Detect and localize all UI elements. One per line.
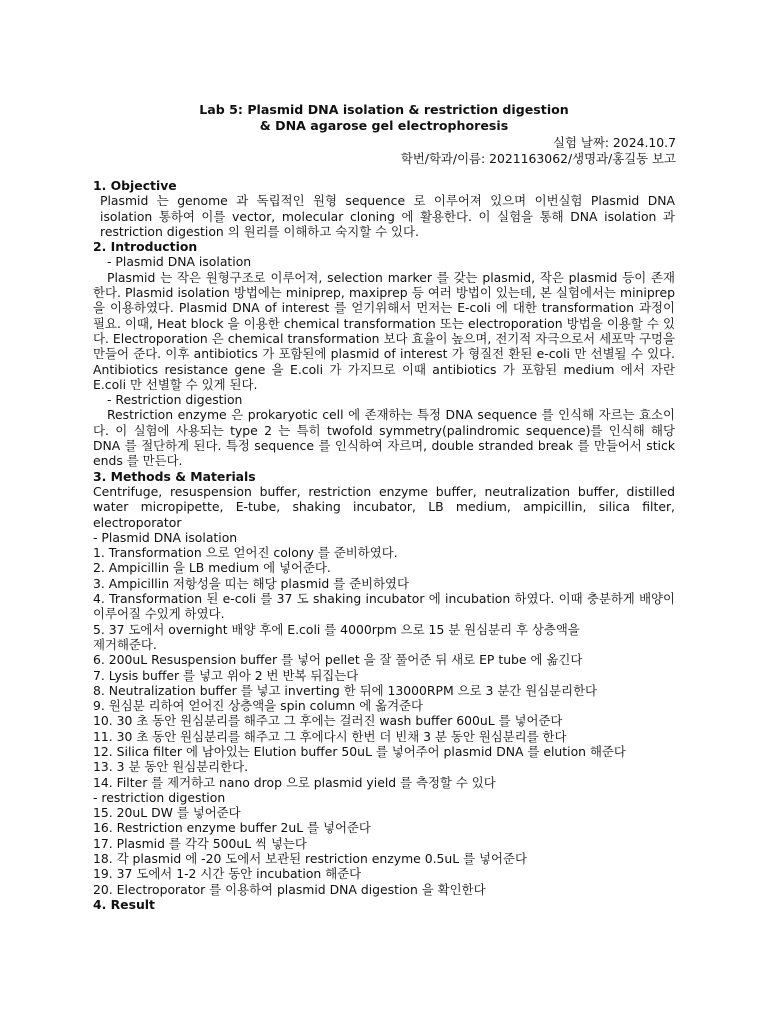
method-step: 18. 각 plasmid 에 -20 도에서 보관된 restriction enzyme 0.5uL 를 넣어준다	[93, 851, 527, 867]
method-step: 20. Electroporator 를 이용하여 plasmid DNA digestion 을 확인한다	[93, 881, 486, 897]
method-step: 19. 37 도에서 1-2 시간 동안 incubation 해준다	[93, 866, 362, 882]
method-step: 7. Lysis buffer 를 넣고 위아 2 번 반복 뒤집는다	[93, 667, 359, 683]
result-heading: 4. Result	[93, 896, 155, 912]
restriction-digestion-text: Restriction enzyme 은 prokaryotic cell 에 존재하는 특정 DNA sequence 를 인식해 자르는 효소이다. 이 실험에 사용되는 type 2 는 특히 twofold symmetry(palindromic sequence)를 인식해 해당 DNA 를 절단하게 된다. 특정 sequence 를 인식하여 자르며, double stranded break 를 만들어서 stick ends 를 만든다.	[93, 407, 675, 469]
method-step: 15. 20uL DW 를 넣어준다	[93, 805, 241, 821]
report-body	[93, 178, 675, 912]
method-step: 17. Plasmid 를 각각 500uL 씩 넣는다	[93, 835, 307, 851]
restriction-digestion-subheading: - Restriction digestion	[107, 392, 243, 408]
method-step: 제거해준다.	[93, 636, 157, 652]
method-step: 5. 37 도에서 overnight 배양 후에 E.coli 를 4000rpm 으로 15 분 원심분리 후 상층액을	[93, 621, 580, 637]
method-step: 4. Transformation 된 e-coli 를 37 도 shaking incubator 에 incubation 하였다. 이때 충분하게 배양이 이루어질 수있게 하였다.	[93, 591, 675, 622]
objective-text: Plasmid 는 genome 과 독립적인 원형 sequence 로 이루어져 있으며 이번실험 Plasmid DNA isolation 통하여 이를 vector, molecular cloning 에 활용한다. 이 실험을 통해 DNA isolation 과 restriction digestion 의 원리를 이해하고 숙지할 수 있다.	[100, 193, 675, 239]
method-step: 13. 3 분 동안 원심분리한다.	[93, 759, 249, 775]
method-step: 12. Silica filter 에 남아있는 Elution buffer 50uL 를 넣어주어 plasmid DNA 를 elution 해준다	[93, 743, 626, 759]
method-step: 16. Restriction enzyme buffer 2uL 를 넣어준다	[93, 820, 371, 836]
method-step: 3. Ampicillin 저항성을 띠는 해당 plasmid 를 준비하였다	[93, 575, 409, 591]
plasmid-isolation-text: Plasmid 는 작은 원형구조로 이루어져, selection marker 를 갖는 plasmid, 작은 plasmid 등이 존재한다. Plasmid isolation 방법에는 miniprep, maxiprep 등 여러 방법이 있는데, 본 실험에서는 miniprep 을 이용하였다. Plasmid DNA of interest 를 얻기위해서 먼저는 E-coli 에 대한 transformation 과정이 필요. 이때, Heat block 을 이용한 chemical transformation 또는 electroporation 방법을 이용할 수 있다. Electroporation 은 chemical transformation 보다 효율이 높으며, 전기적 자극으로서 세포막 구멍을 만들어 준다. 이후 antibiotics 가 포함된에 plasmid of interest 가 형질전 환된 e-coli 만 선별될 수 있다. Antibiotics resistance gene 을 E.coli 가 가지므로 이때 antibiotics 가 포함된 medium 에서 자란 E.coli 만 선별할 수 있게 된다.	[93, 269, 675, 392]
method-step: 14. Filter 를 제거하고 nano drop 으로 plasmid yield 를 측정할 수 있다	[93, 774, 496, 790]
method-step: 11. 30 초 동안 원심분리를 해주고 그 후에다시 한번 더 빈채 3 분 동안 원심분리를 한다	[93, 728, 567, 744]
method-step: 6. 200uL Resuspension buffer 를 넣어 pellet 을 잘 풀어준 뒤 새로 EP tube 에 옮긴다	[93, 652, 583, 668]
author-line: 학번/학과/이름: 2021163062/생명과/홍길동 보고	[400, 151, 676, 166]
objective-heading: 1. Objective	[93, 178, 177, 193]
plasmid-isolation-subheading: - Plasmid DNA isolation	[107, 254, 252, 270]
method-step: 9. 원심분 리하여 얻어진 상층액을 spin column 에 옮겨준다	[93, 698, 424, 714]
title-line-1: Lab 5: Plasmid DNA isolation & restriction digestion	[199, 102, 569, 117]
materials-list: Centrifuge, resuspension buffer, restriction enzyme buffer, neutralization buffer, distilled water micropipette, E-tube, shaking incubator, LB medium, ampicillin, silica filter, electroporator	[93, 483, 675, 530]
digestion-methods-subheading: - restriction digestion	[93, 789, 226, 805]
method-step: 8. Neutralization buffer 를 넣고 inverting 한 뒤에 13000RPM 으로 3 분간 원심분리한다	[93, 682, 598, 698]
method-step: 1. Transformation 으로 얻어진 colony 를 준비하였다.	[93, 545, 398, 561]
introduction-heading: 2. Introduction	[93, 239, 198, 255]
methods-heading: 3. Methods & Materials	[93, 468, 256, 484]
method-step: 2. Ampicillin 을 LB medium 에 넣어준다.	[93, 560, 331, 576]
method-step: 10. 30 초 동안 원심분리를 해주고 그 후에는 걸러진 wash buffer 600uL 를 넣어준다	[93, 713, 563, 729]
title-line-2: & DNA agarose gel electrophoresis	[259, 118, 509, 133]
date-line: 실험 날짜: 2024.10.7	[553, 135, 676, 150]
isolation-methods-subheading: - Plasmid DNA isolation	[93, 529, 238, 545]
